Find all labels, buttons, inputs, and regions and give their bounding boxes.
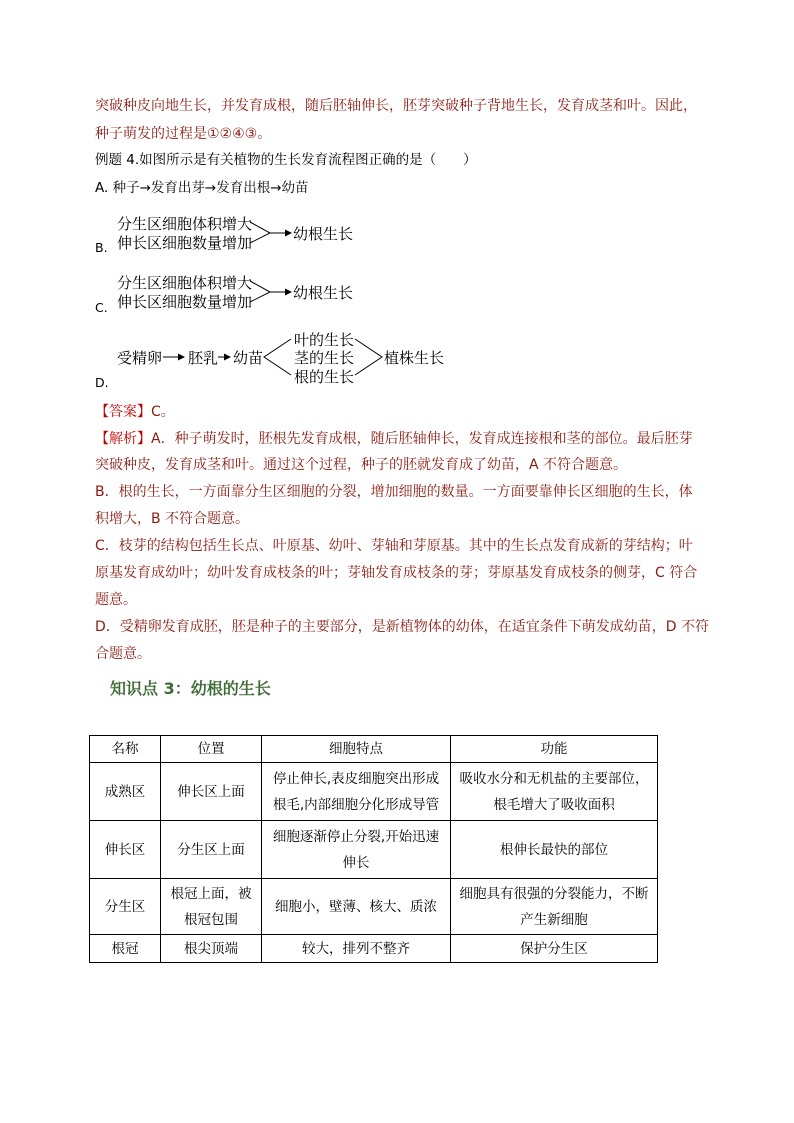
table-header-cell: 功能 xyxy=(451,736,658,763)
features-line: 停止伸长,表皮细胞突出形成 xyxy=(272,770,440,787)
position-line: 根冠上面，被 xyxy=(170,885,252,902)
intro-line-2: 种子萌发的过程是①②④③。 xyxy=(95,126,272,142)
table-cell-position xyxy=(161,879,262,935)
answer-value: C。 xyxy=(151,404,175,420)
option-d-branch1: 叶的生长 xyxy=(294,331,355,349)
table-cell-function xyxy=(451,879,658,935)
table-row xyxy=(90,879,658,935)
table-row xyxy=(90,935,658,963)
analysis-c-line-3: 题意。 xyxy=(95,592,137,608)
features-line: 细胞逐渐停止分裂,开始迅速 xyxy=(272,828,440,845)
table-cell-position: 根尖顶端 xyxy=(161,935,262,963)
table-cell-name: 成熟区 xyxy=(90,763,161,821)
function-line: 产生新细胞 xyxy=(520,911,588,928)
analysis-a-text: A．种子萌发时，胚根先发育成根，随后胚轴伸长，发育成连接根和茎的部位。最后胚芽 xyxy=(151,431,693,447)
option-d-step3: 幼苗 xyxy=(233,349,264,367)
position-line: 根冠包围 xyxy=(184,911,238,928)
option-b-result: 幼根生长 xyxy=(293,225,354,243)
analysis-d-line-1: D．受精卵发育成胚，胚是种子的主要部分，是新植物体的幼体，在适宜条件下萌发成幼苗，D 不符 xyxy=(95,619,710,635)
intro-line-1: 突破种皮向地生长，并发育成根，随后胚轴伸长，胚芽突破种子背地生长，发育成茎和叶。因此， xyxy=(95,98,697,114)
analysis-b-line-2: 积增大，B 不符合题意。 xyxy=(95,511,250,527)
table-cell-position: 分生区上面 xyxy=(161,821,262,879)
table-cell-position: 伸长区上面 xyxy=(161,763,262,821)
table-row xyxy=(90,821,658,879)
table-cell-function: 根伸长最快的部位 xyxy=(451,821,658,879)
table-cell-features xyxy=(262,763,451,821)
option-d-letter: D. xyxy=(95,375,109,390)
function-line: 细胞具有很强的分裂能力，不断 xyxy=(459,885,649,902)
table-row xyxy=(90,763,658,821)
analysis-tag: 【解析】 xyxy=(95,431,151,447)
function-line: 根毛增大了吸收面积 xyxy=(493,796,615,813)
table-cell-name: 伸长区 xyxy=(90,821,161,879)
example-title: 例题 4.如图所示是有关植物的生长发育流程图正确的是（ ） xyxy=(95,152,477,168)
table-header-cell: 位置 xyxy=(161,736,262,763)
table-header-cell: 细胞特点 xyxy=(262,736,451,763)
table-cell-function xyxy=(451,763,658,821)
table-header-row xyxy=(90,736,658,763)
option-b-left-bottom: 伸长区细胞数量增加 xyxy=(117,234,253,252)
option-d-step2: 胚乳 xyxy=(188,349,219,367)
option-d-result: 植株生长 xyxy=(384,349,445,367)
features-line: 伸长 xyxy=(342,854,370,871)
analysis-a-line-2: 突破种皮，发育成茎和叶。通过这个过程，种子的胚就发育成了幼苗，A 不符合题意。 xyxy=(95,457,628,473)
function-line: 吸收水分和无机盐的主要部位， xyxy=(459,770,649,787)
analysis-d-line-2: 合题意。 xyxy=(95,646,151,662)
option-b-left-top: 分生区细胞体积增大 xyxy=(117,215,253,233)
option-c-left-top: 分生区细胞体积增大 xyxy=(117,274,253,292)
table-header-cell: 名称 xyxy=(90,736,161,763)
analysis-a-line-1 xyxy=(95,425,693,453)
table-cell-name: 根冠 xyxy=(90,935,161,963)
option-c-result: 幼根生长 xyxy=(293,284,354,302)
analysis-c-line-2: 原基发育成幼叶；幼叶发育成枝条的叶；芽轴发育成枝条的芽；芽原基发育成枝条的侧芽，C 符合 xyxy=(95,565,698,581)
answer xyxy=(95,398,175,426)
option-a: A. 种子→发育出芽→发育出根→幼苗 xyxy=(95,180,309,196)
answer-tag: 【答案】 xyxy=(95,404,151,420)
option-c-left-bottom: 伸长区细胞数量增加 xyxy=(117,293,253,311)
option-d-branch2: 茎的生长 xyxy=(294,349,355,367)
root-growth-table xyxy=(89,735,658,963)
table-cell-features: 细胞小，壁薄、核大、质浓 xyxy=(262,879,451,935)
option-c-letter: C. xyxy=(95,300,108,315)
table-cell-name: 分生区 xyxy=(90,879,161,935)
option-d-branch3: 根的生长 xyxy=(294,368,355,386)
analysis-b-line-1: B．根的生长，一方面靠分生区细胞的分裂，增加细胞的数量。一方面要靠伸长区细胞的生长，体 xyxy=(95,484,693,500)
section-heading: 知识点 3：幼根的生长 xyxy=(110,679,271,698)
table-cell-features xyxy=(262,821,451,879)
analysis-c-line-1: C．枝芽的结构包括生长点、叶原基、幼叶、芽轴和芽原基。其中的生长点发育成新的芽结构；叶 xyxy=(95,538,693,554)
table-cell-features: 较大，排列不整齐 xyxy=(262,935,451,963)
option-d-step1: 受精卵 xyxy=(117,349,163,367)
features-line: 根毛,内部细胞分化形成导管 xyxy=(272,796,440,813)
option-b-letter: B. xyxy=(95,240,108,255)
table-cell-function: 保护分生区 xyxy=(451,935,658,963)
